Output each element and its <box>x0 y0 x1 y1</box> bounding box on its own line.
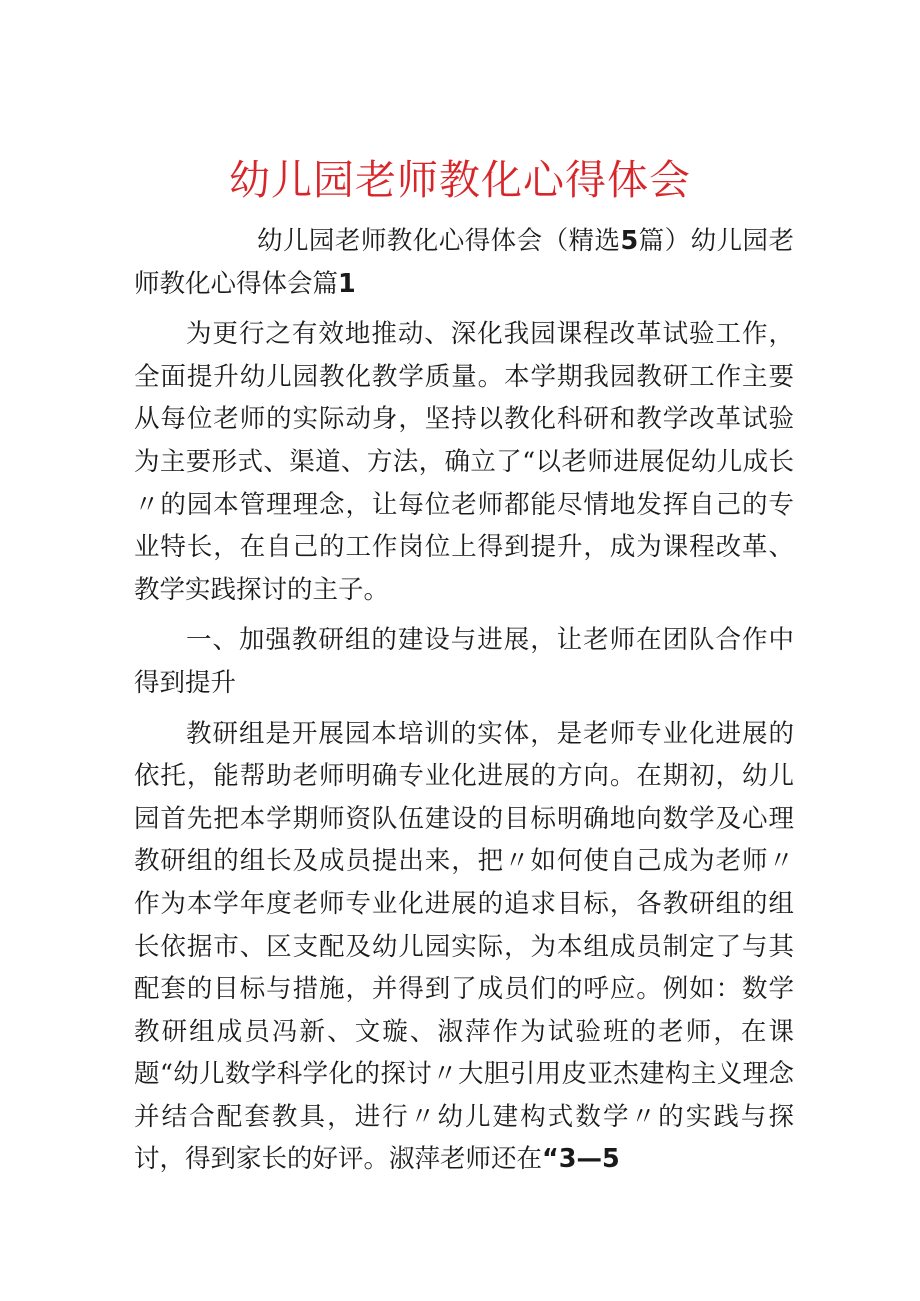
intro-text-a: 幼儿园老师教化心得体会（精选 <box>257 226 621 256</box>
intro-text-c: 篇）幼儿园老师教化心得体会篇 <box>134 226 794 299</box>
section-heading-1: 一、加强教研组的建设与进展，让老师在团队合作中得到提升 <box>134 625 794 698</box>
paragraph-3-age-range: “3—5 <box>542 1144 620 1175</box>
document-body <box>134 220 794 1181</box>
paragraph-1: 为更行之有效地推动、深化我园课程改革试验工作，全面提升幼儿园教化教学质量。本学期我园教研工作主要从每位老师的实际动身，坚持以教化科研和教学改革试验为主要形式、渠道、方法，确立了“以老师进展促幼儿成长〃的园本管理理念，让每位老师都能尽情地发挥自己的专业特长，在自己的工作岗位上得到提升，成为课程改革、教学实践探讨的主子。 <box>134 319 794 605</box>
paragraph-3-text: 教研组是开展园本培训的实体，是老师专业化进展的依托，能帮助老师明确专业化进展的方向。在期初，幼儿园首先把本学期师资队伍建设的目标明确地向数学及心理教研组的组长及成员提出来，把〃如何使自己成为老师〃作为本学年度老师专业化进展的追求目标，各教研组的组长依据市、区支配及幼儿园实际，为本组成员制定了与其配套的目标与措施，并得到了成员们的呼应。例如：数学教研组成员冯新、文璇、淑萍作为试验班的老师，在课题“幼儿数学科学化的探讨〃大胆引用皮亚杰建构主义理念并结合配套教具，进行〃幼儿建构式数学〃的实践与探讨，得到家长的好评。淑萍老师还在 <box>134 718 794 1175</box>
intro-paragraph <box>134 220 794 305</box>
intro-count: 5 <box>620 226 639 256</box>
document-title: 幼儿园老师教化心得体会 <box>229 156 691 204</box>
paragraph-3 <box>134 713 794 1182</box>
intro-number: 1 <box>338 268 356 299</box>
